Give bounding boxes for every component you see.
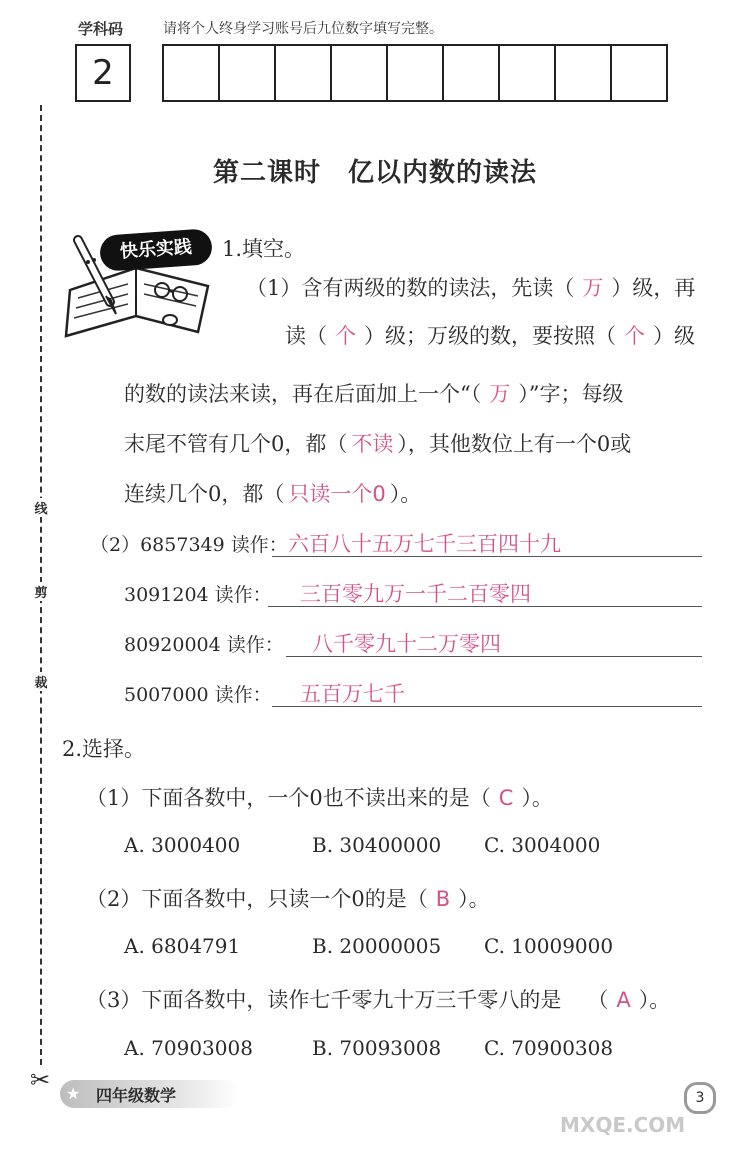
answer-blank[interactable]: 个 bbox=[624, 324, 645, 348]
q1-text: 读（ bbox=[285, 324, 327, 348]
star-icon: ★ bbox=[66, 1084, 81, 1103]
option-a: A. 6804791 bbox=[124, 934, 241, 958]
answer-blank[interactable]: 个 bbox=[335, 324, 356, 348]
q1-text: ）”字；每级 bbox=[518, 382, 624, 406]
reading-answer[interactable]: 五百万七千 bbox=[300, 682, 405, 706]
q1-p1-line4 bbox=[124, 428, 631, 458]
digit-box[interactable] bbox=[386, 44, 444, 102]
q1-p1-line3 bbox=[124, 378, 623, 408]
q1-text: 末尾不管有几个0，都（ bbox=[124, 432, 348, 456]
q1-p1-line1 bbox=[246, 272, 695, 302]
option-c: C. 70900308 bbox=[484, 1036, 614, 1060]
q1-text: ），其他数位上有一个0或 bbox=[397, 432, 632, 456]
option-b: B. 30400000 bbox=[312, 833, 442, 857]
q1-text: 连续几个0，都（ bbox=[124, 482, 285, 506]
q2-close: ）。 bbox=[458, 887, 490, 911]
q1-p1-line2 bbox=[285, 320, 695, 350]
reading-label: （2）6857349 读作： bbox=[90, 534, 288, 556]
reading-label: 5007000 读作： bbox=[124, 684, 272, 706]
q2-open: （ bbox=[587, 988, 609, 1012]
option-b: B. 20000005 bbox=[312, 934, 442, 958]
q2-item-1 bbox=[86, 782, 553, 812]
reading-answer[interactable]: 八千零九十二万零四 bbox=[312, 632, 501, 656]
reading-answer[interactable]: 六百八十五万七千三百四十九 bbox=[288, 532, 561, 556]
page-title: 第二课时 亿以内数的读法 bbox=[212, 158, 537, 188]
reading-label: 80920004 读作： bbox=[124, 634, 284, 656]
option-b: B. 70093008 bbox=[312, 1036, 442, 1060]
answer-blank[interactable]: 万 bbox=[582, 276, 604, 300]
q2-item-2 bbox=[86, 883, 490, 913]
cut-line-char: 裁 bbox=[33, 672, 49, 691]
q1-text: 的数的读法来读，再在后面加上一个“（ bbox=[124, 382, 482, 406]
q2-close: ）。 bbox=[521, 786, 553, 810]
account-digit-boxes bbox=[162, 44, 666, 102]
practice-badge: 快乐实践 bbox=[99, 228, 213, 272]
answer-blank[interactable]: A bbox=[616, 988, 631, 1012]
q1-heading: 1.填空。 bbox=[222, 237, 306, 261]
digit-box[interactable] bbox=[442, 44, 500, 102]
answer-blank[interactable]: C bbox=[498, 786, 514, 810]
answer-blank[interactable]: 不读 bbox=[351, 432, 394, 456]
q1-p1-line5 bbox=[124, 478, 421, 508]
q2-item-3 bbox=[86, 984, 670, 1014]
q1-text: （1）含有两级的数的读法，先读（ bbox=[246, 276, 575, 300]
option-c: C. 10009000 bbox=[484, 934, 614, 958]
answer-blank[interactable]: 只读一个0 bbox=[288, 482, 386, 506]
option-a: A. 3000400 bbox=[124, 833, 241, 857]
option-a: A. 70903008 bbox=[124, 1036, 253, 1060]
digit-box[interactable] bbox=[554, 44, 612, 102]
answer-blank[interactable]: 万 bbox=[489, 382, 511, 406]
q2-close: ）。 bbox=[638, 988, 671, 1012]
reading-label: 3091204 读作： bbox=[124, 584, 272, 606]
q1-text: ）级，再 bbox=[611, 276, 696, 300]
q1-text: ）。 bbox=[389, 482, 422, 506]
digit-box[interactable] bbox=[498, 44, 556, 102]
q2-heading: 2.选择。 bbox=[62, 737, 146, 761]
q2-question: （3）下面各数中，读作七千零九十万三千零八的是 bbox=[86, 988, 562, 1012]
digit-box[interactable] bbox=[162, 44, 220, 102]
watermark: MXQE.COM bbox=[560, 1113, 686, 1137]
option-c: C. 3004000 bbox=[484, 833, 601, 857]
digit-box[interactable] bbox=[610, 44, 668, 102]
account-instruction: 请将个人终身学习账号后九位数字填写完整。 bbox=[163, 21, 443, 37]
page-number: 3 bbox=[684, 1082, 716, 1114]
q1-text: ）级 bbox=[653, 324, 695, 348]
cut-line-char: 线 bbox=[33, 498, 49, 517]
digit-box[interactable] bbox=[330, 44, 388, 102]
answer-blank[interactable]: B bbox=[435, 887, 451, 911]
reading-answer[interactable]: 三百零九万一千二百零四 bbox=[300, 582, 531, 606]
digit-box[interactable] bbox=[274, 44, 332, 102]
q1-text: ）级；万级的数，要按照（ bbox=[364, 324, 616, 348]
subject-code-box: 2 bbox=[75, 44, 131, 102]
cut-line-char: 剪 bbox=[33, 582, 49, 601]
q2-question: （1）下面各数中，一个0也不读出来的是（ bbox=[86, 786, 491, 810]
book-title: 四年级数学 bbox=[96, 1086, 177, 1105]
subject-code-label: 学科码 bbox=[78, 20, 124, 38]
digit-box[interactable] bbox=[218, 44, 276, 102]
scissors-icon: ✂ bbox=[30, 1066, 51, 1094]
q2-question: （2）下面各数中，只读一个0的是（ bbox=[86, 887, 428, 911]
